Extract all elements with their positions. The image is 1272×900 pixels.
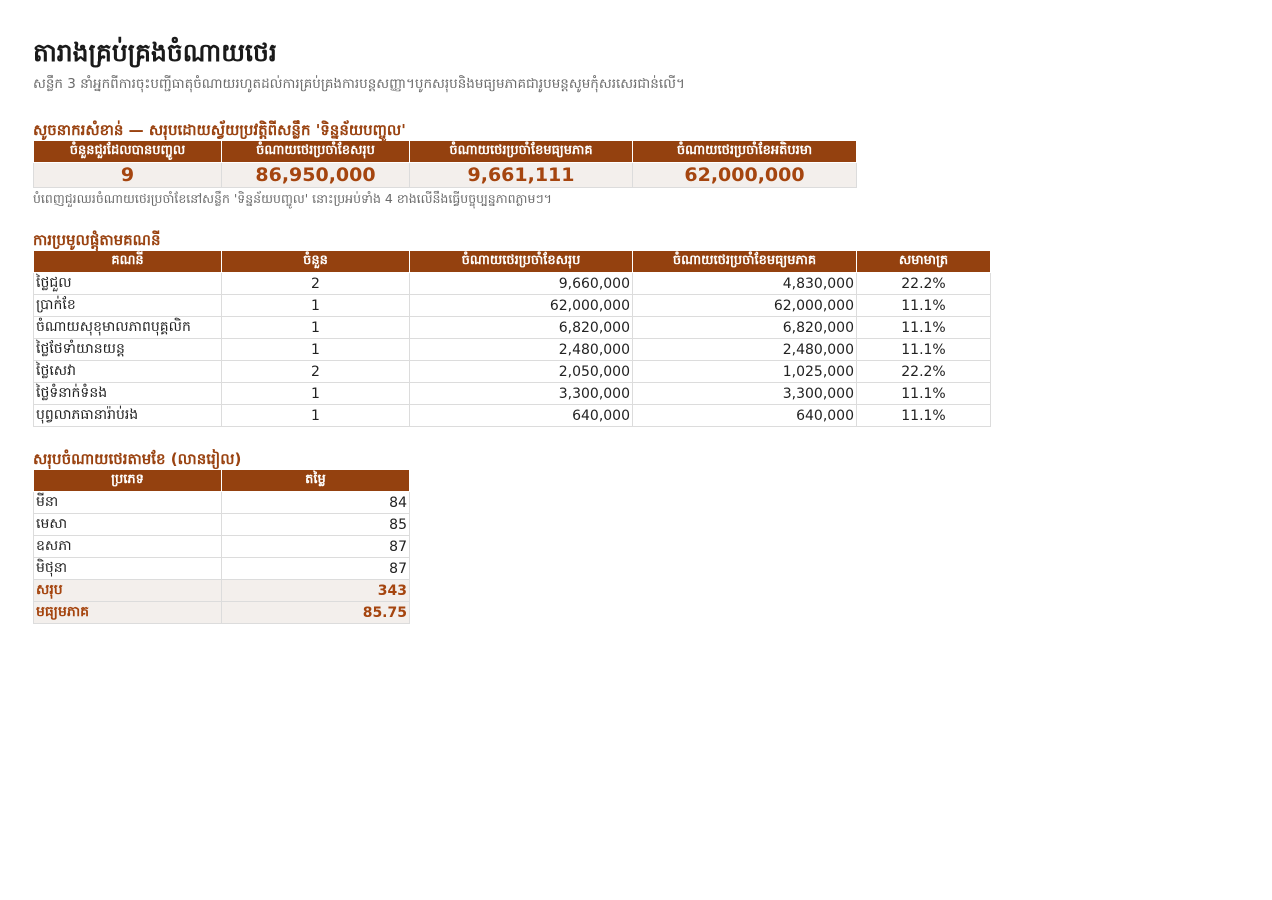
month-name-cell[interactable]: មិថុនា: [34, 558, 222, 580]
account-average-cell[interactable]: 4,830,000: [633, 273, 857, 295]
account-name-cell[interactable]: ថ្លៃជួល: [34, 273, 222, 295]
account-total-cell[interactable]: 2,050,000: [410, 361, 633, 383]
accounts-section-title: ការប្រមូលផ្តុំតាមគណនី: [33, 231, 161, 249]
kpi-table: [33, 140, 857, 188]
account-name-cell[interactable]: ថ្លៃសេវា: [34, 361, 222, 383]
account-ratio-cell[interactable]: 22.2%: [857, 361, 991, 383]
month-name-cell[interactable]: មេសា: [34, 514, 222, 536]
table-row: [34, 361, 991, 383]
total-label-cell[interactable]: សរុប: [34, 580, 222, 602]
account-ratio-cell[interactable]: 11.1%: [857, 405, 991, 427]
accounts-header-average: ចំណាយថេរប្រចាំខែមធ្យមភាគ: [633, 251, 857, 273]
account-ratio-cell[interactable]: 11.1%: [857, 295, 991, 317]
kpi-value-rows[interactable]: 9: [34, 163, 222, 188]
kpi-value-max[interactable]: 62,000,000: [633, 163, 857, 188]
account-count-cell[interactable]: 1: [222, 383, 410, 405]
table-row: [34, 295, 991, 317]
month-value-cell[interactable]: 84: [222, 492, 410, 514]
account-total-cell[interactable]: 9,660,000: [410, 273, 633, 295]
table-row: [34, 317, 991, 339]
monthly-header-value: តម្លៃ: [222, 470, 410, 492]
month-value-cell[interactable]: 85: [222, 514, 410, 536]
account-name-cell[interactable]: ថ្លៃថែទាំយានយន្ត: [34, 339, 222, 361]
account-average-cell[interactable]: 1,025,000: [633, 361, 857, 383]
account-total-cell[interactable]: 62,000,000: [410, 295, 633, 317]
account-name-cell[interactable]: ថ្លៃទំនាក់ទំនង: [34, 383, 222, 405]
table-row: [34, 339, 991, 361]
table-row: [34, 492, 410, 514]
page-title: តារាងគ្រប់គ្រងចំណាយថេរ: [33, 38, 277, 67]
account-average-cell[interactable]: 2,480,000: [633, 339, 857, 361]
kpi-section-title: សូចនាករសំខាន់ — សរុបដោយស្វ័យប្រវត្តិពីសន្លឹក 'ទិន្នន័យបញ្ចូល': [33, 121, 406, 139]
table-row: [34, 536, 410, 558]
table-row: [34, 383, 991, 405]
account-name-cell[interactable]: ប្រាក់ខែ: [34, 295, 222, 317]
account-count-cell[interactable]: 1: [222, 405, 410, 427]
account-ratio-cell[interactable]: 11.1%: [857, 317, 991, 339]
table-row: [34, 273, 991, 295]
kpi-value-average[interactable]: 9,661,111: [410, 163, 633, 188]
account-total-cell[interactable]: 3,300,000: [410, 383, 633, 405]
table-row: [34, 405, 991, 427]
monthly-header-category: ប្រភេទ: [34, 470, 222, 492]
table-row: [34, 558, 410, 580]
account-average-cell[interactable]: 62,000,000: [633, 295, 857, 317]
account-average-cell[interactable]: 3,300,000: [633, 383, 857, 405]
table-row: [34, 514, 410, 536]
account-count-cell[interactable]: 1: [222, 295, 410, 317]
total-value-cell[interactable]: 343: [222, 580, 410, 602]
account-ratio-cell[interactable]: 11.1%: [857, 383, 991, 405]
average-value-cell[interactable]: 85.75: [222, 602, 410, 624]
kpi-header-rows: ចំនួនជួរដែលបានបញ្ចូល: [34, 141, 222, 163]
account-count-cell[interactable]: 1: [222, 317, 410, 339]
page-subtitle: សន្លឹក 3 នាំអ្នកពីការចុះបញ្ជីធាតុចំណាយរហូតដល់ការគ្រប់គ្រងការបន្តសញ្ញា។បូកសរុបនិងមធ្យមភាគជារូបមន្តសូមកុំសរសេរជាន់លើ។: [33, 76, 685, 92]
account-total-cell[interactable]: 6,820,000: [410, 317, 633, 339]
month-name-cell[interactable]: ឧសភា: [34, 536, 222, 558]
account-count-cell[interactable]: 1: [222, 339, 410, 361]
accounts-header-count: ចំនួន: [222, 251, 410, 273]
account-name-cell[interactable]: បុព្វលាភធានារ៉ាប់រង: [34, 405, 222, 427]
month-value-cell[interactable]: 87: [222, 558, 410, 580]
kpi-header-max: ចំណាយថេរប្រចាំខែអតិបរមា: [633, 141, 857, 163]
month-value-cell[interactable]: 87: [222, 536, 410, 558]
account-average-cell[interactable]: 6,820,000: [633, 317, 857, 339]
monthly-table: [33, 469, 410, 624]
kpi-header-total: ចំណាយថេរប្រចាំខែសរុប: [222, 141, 410, 163]
account-count-cell[interactable]: 2: [222, 361, 410, 383]
account-average-cell[interactable]: 640,000: [633, 405, 857, 427]
account-total-cell[interactable]: 2,480,000: [410, 339, 633, 361]
account-ratio-cell[interactable]: 11.1%: [857, 339, 991, 361]
kpi-note: បំពេញជួរឈរចំណាយថេរប្រចាំខែនៅសន្លឹក 'ទិន្នន័យបញ្ចូល' នោះប្រអប់ទាំង 4 ខាងលើនឹងធ្វើបច្ចុប្បន្នភាពភ្លាមៗ។: [33, 191, 552, 206]
sheet-page: [33, 36, 991, 624]
accounts-header-total: ចំណាយថេរប្រចាំខែសរុប: [410, 251, 633, 273]
accounts-table: [33, 250, 991, 427]
month-name-cell[interactable]: មីនា: [34, 492, 222, 514]
average-label-cell[interactable]: មធ្យមភាគ: [34, 602, 222, 624]
accounts-header-account: គណនី: [34, 251, 222, 273]
account-total-cell[interactable]: 640,000: [410, 405, 633, 427]
account-ratio-cell[interactable]: 22.2%: [857, 273, 991, 295]
account-name-cell[interactable]: ចំណាយសុខុមាលភាពបុគ្គលិក: [34, 317, 222, 339]
average-row: [34, 602, 410, 624]
account-count-cell[interactable]: 2: [222, 273, 410, 295]
accounts-header-ratio: សមាមាត្រ: [857, 251, 991, 273]
kpi-value-total[interactable]: 86,950,000: [222, 163, 410, 188]
total-row: [34, 580, 410, 602]
kpi-header-average: ចំណាយថេរប្រចាំខែមធ្យមភាគ: [410, 141, 633, 163]
monthly-section-title: សរុបចំណាយថេរតាមខែ (លានរៀល): [33, 450, 242, 468]
